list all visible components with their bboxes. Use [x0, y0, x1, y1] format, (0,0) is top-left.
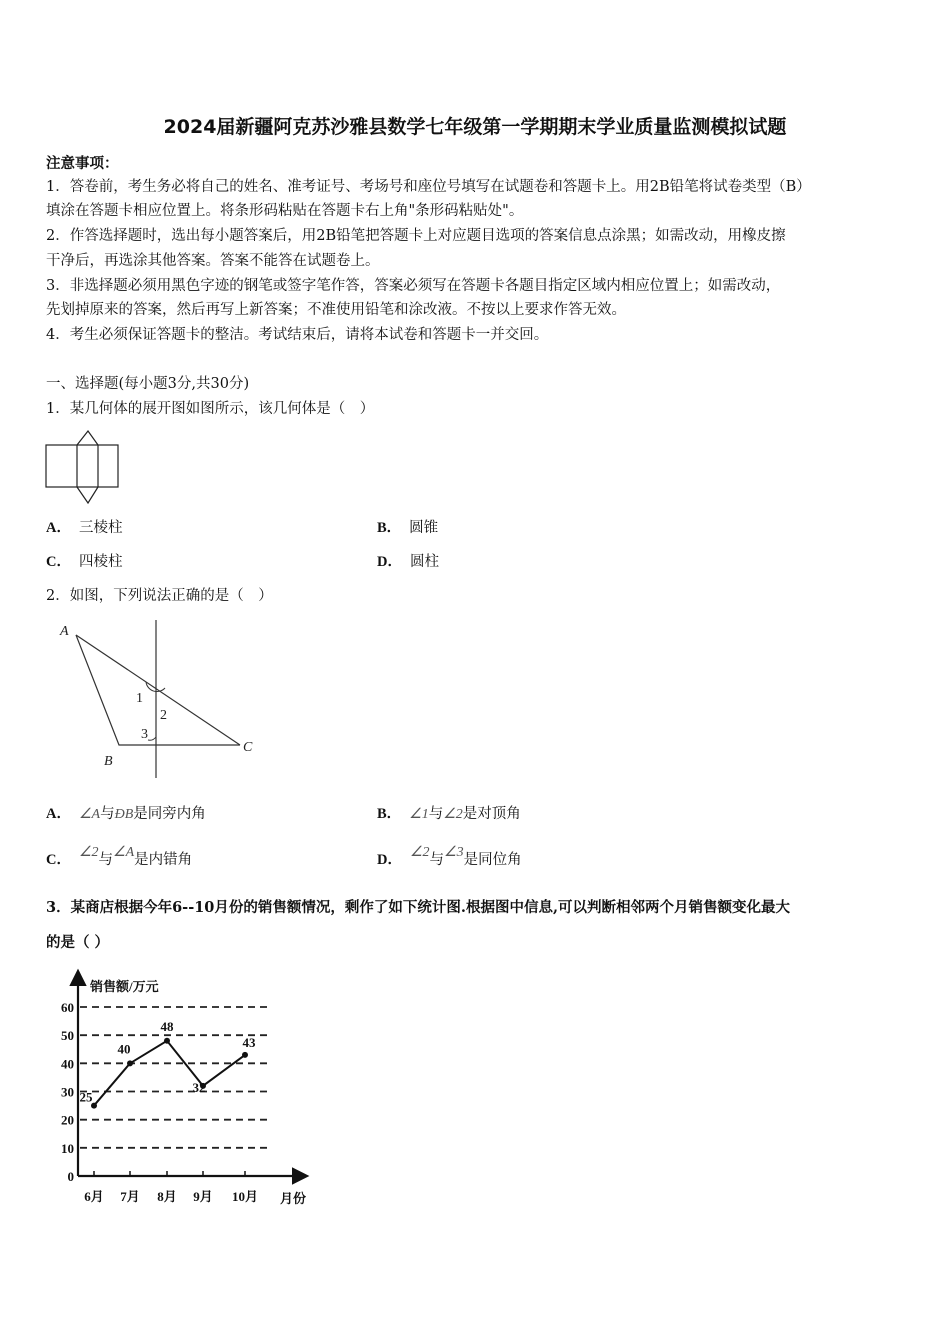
y-tick-label-50: 50: [61, 1028, 74, 1044]
q2-option-c-key: C．: [46, 852, 71, 868]
q1-option-a[interactable]: [46, 516, 122, 540]
data-point-2: [164, 1038, 170, 1044]
data-label-2: 48: [160, 1018, 174, 1034]
q2-option-c-text-1: 与: [98, 852, 114, 868]
q2-triangle-figure: [50, 615, 265, 785]
section-heading: 一、选择题(每小题3分,共30分): [46, 376, 250, 392]
y-tick-label-30: 30: [61, 1084, 74, 1100]
q2-option-b-key: B．: [377, 806, 402, 822]
q2-option-a-key: A．: [46, 806, 71, 822]
q2-option-d-text-2: 是同位角: [463, 852, 522, 868]
q2-option-c-text-2: 是内错角: [134, 852, 193, 868]
x-axis-label: 月份: [280, 1191, 307, 1206]
page-title: 2024届新疆阿克苏沙雅县数学七年级第一学期期末学业质量监测模拟试题: [163, 116, 787, 138]
label-angle-3: 3: [141, 727, 148, 742]
q1-option-c-text: 四棱柱: [78, 554, 123, 570]
data-label-0: 25: [79, 1089, 93, 1105]
label-point-b: B: [104, 754, 113, 769]
y-tick-label-0: 0: [67, 1169, 74, 1184]
q2-option-d-math-1: ∠2: [409, 845, 430, 860]
q2-option-c-math-2: ∠A: [113, 845, 135, 860]
q2-option-a-text-2: 是同旁内角: [133, 806, 206, 822]
q1-stem: 1．某几何体的展开图如图所示，该几何体是（ ）: [46, 401, 375, 417]
notice-line-5: 3．非选择题必须用黑色字迹的钢笔或签字笔作答，答案必须写在答题卡各题目指定区域内相应位置上；如需改动，: [46, 278, 781, 294]
x-tick-label-2: 8月: [157, 1189, 177, 1204]
q1-option-a-key: A．: [46, 520, 71, 536]
notice-heading: 注意事项：: [46, 155, 119, 172]
q1-option-b-text: 圆锥: [409, 520, 439, 536]
x-tick-label-0: 6月: [84, 1189, 104, 1204]
y-tick-label-20: 20: [61, 1112, 74, 1128]
q1-option-c-key: C．: [46, 554, 71, 570]
q3-stem-line-1: 3．某商店根据今年6--10月份的销售额情况，剩作了如下统计图.根据图中信息,可以判断相邻两个月销售额变化最大: [46, 899, 790, 916]
q2-option-c[interactable]: [46, 845, 193, 873]
notice-line-2: 填涂在答题卡相应位置上。将条形码粘贴在答题卡右上角"条形码粘贴处"。: [46, 203, 524, 219]
data-label-1: 40: [117, 1041, 131, 1057]
q2-option-a-math-1: ∠A: [78, 807, 101, 822]
notice-line-1: 1．答卷前，考生务必将自己的姓名、准考证号、考场号和座位号填写在试题卷和答题卡上。用2B铅笔将试卷类型（B）: [46, 179, 811, 195]
q1-option-d-text: 圆柱: [409, 554, 439, 570]
y-axis-label: 销售额/万元: [90, 979, 159, 994]
q2-option-b-text-2: 是对顶角: [462, 806, 521, 822]
x-tick-label-1: 7月: [120, 1189, 140, 1204]
notice-line-7: 4．考生必须保证答题卡的整洁。考试结束后，请将本试卷和答题卡一并交回。: [46, 327, 549, 343]
q2-option-b-math-2: ∠2: [443, 807, 463, 822]
notice-line-6: 先划掉原来的答案，然后再写上新答案；不准使用铅笔和涂改液。不按以上要求作答无效。: [46, 302, 626, 318]
q2-option-a-math-2: ÐB: [114, 807, 134, 822]
notice-line-4: 干净后，再选涂其他答案。答案不能答在试题卷上。: [46, 253, 380, 269]
q1-option-d-key: D．: [377, 554, 402, 570]
q3-stem-line-2: 的是（ ）: [46, 934, 110, 951]
q2-option-b-math-1: ∠1: [409, 807, 429, 822]
q2-option-d[interactable]: [377, 845, 522, 873]
q2-option-a[interactable]: [46, 802, 206, 827]
q1-option-b[interactable]: [377, 516, 438, 540]
y-tick-label-60: 60: [61, 1000, 74, 1015]
q2-option-b-text-1: 与: [428, 806, 444, 822]
x-tick-label-3: 9月: [193, 1189, 213, 1204]
label-angle-2: 2: [160, 708, 167, 723]
q2-option-a-text-1: 与: [100, 806, 115, 822]
q1-option-d[interactable]: [377, 550, 439, 574]
q2-option-c-math-1: ∠2: [78, 845, 99, 860]
q1-option-a-text: 三棱柱: [78, 520, 123, 536]
label-point-c: C: [243, 740, 253, 755]
data-point-4: [242, 1052, 248, 1058]
data-label-4: 43: [242, 1034, 256, 1050]
y-tick-label-40: 40: [61, 1056, 74, 1072]
q1-option-c[interactable]: [46, 550, 122, 574]
y-tick-label-10: 10: [61, 1140, 74, 1156]
sales-line-chart: [40, 965, 360, 1215]
data-label-3: 32: [192, 1079, 206, 1095]
label-angle-1: 1: [136, 691, 143, 706]
q2-option-b[interactable]: [377, 802, 521, 827]
q1-option-b-key: B．: [377, 520, 402, 536]
x-tick-label-4: 10月: [231, 1189, 259, 1204]
data-point-1: [127, 1060, 133, 1066]
label-point-a: A: [60, 624, 69, 639]
q1-net-figure: [40, 425, 130, 510]
q2-option-d-key: D．: [377, 852, 402, 868]
q2-stem: 2．如图，下列说法正确的是（ ）: [46, 588, 273, 604]
q2-option-d-math-2: ∠3: [444, 845, 464, 860]
notice-line-3: 2．作答选择题时，选出每小题答案后，用2B铅笔把答题卡上对应题目选项的答案信息点涂黑；如需改动，用橡皮擦: [46, 228, 786, 244]
q2-option-d-text-1: 与: [429, 852, 445, 868]
